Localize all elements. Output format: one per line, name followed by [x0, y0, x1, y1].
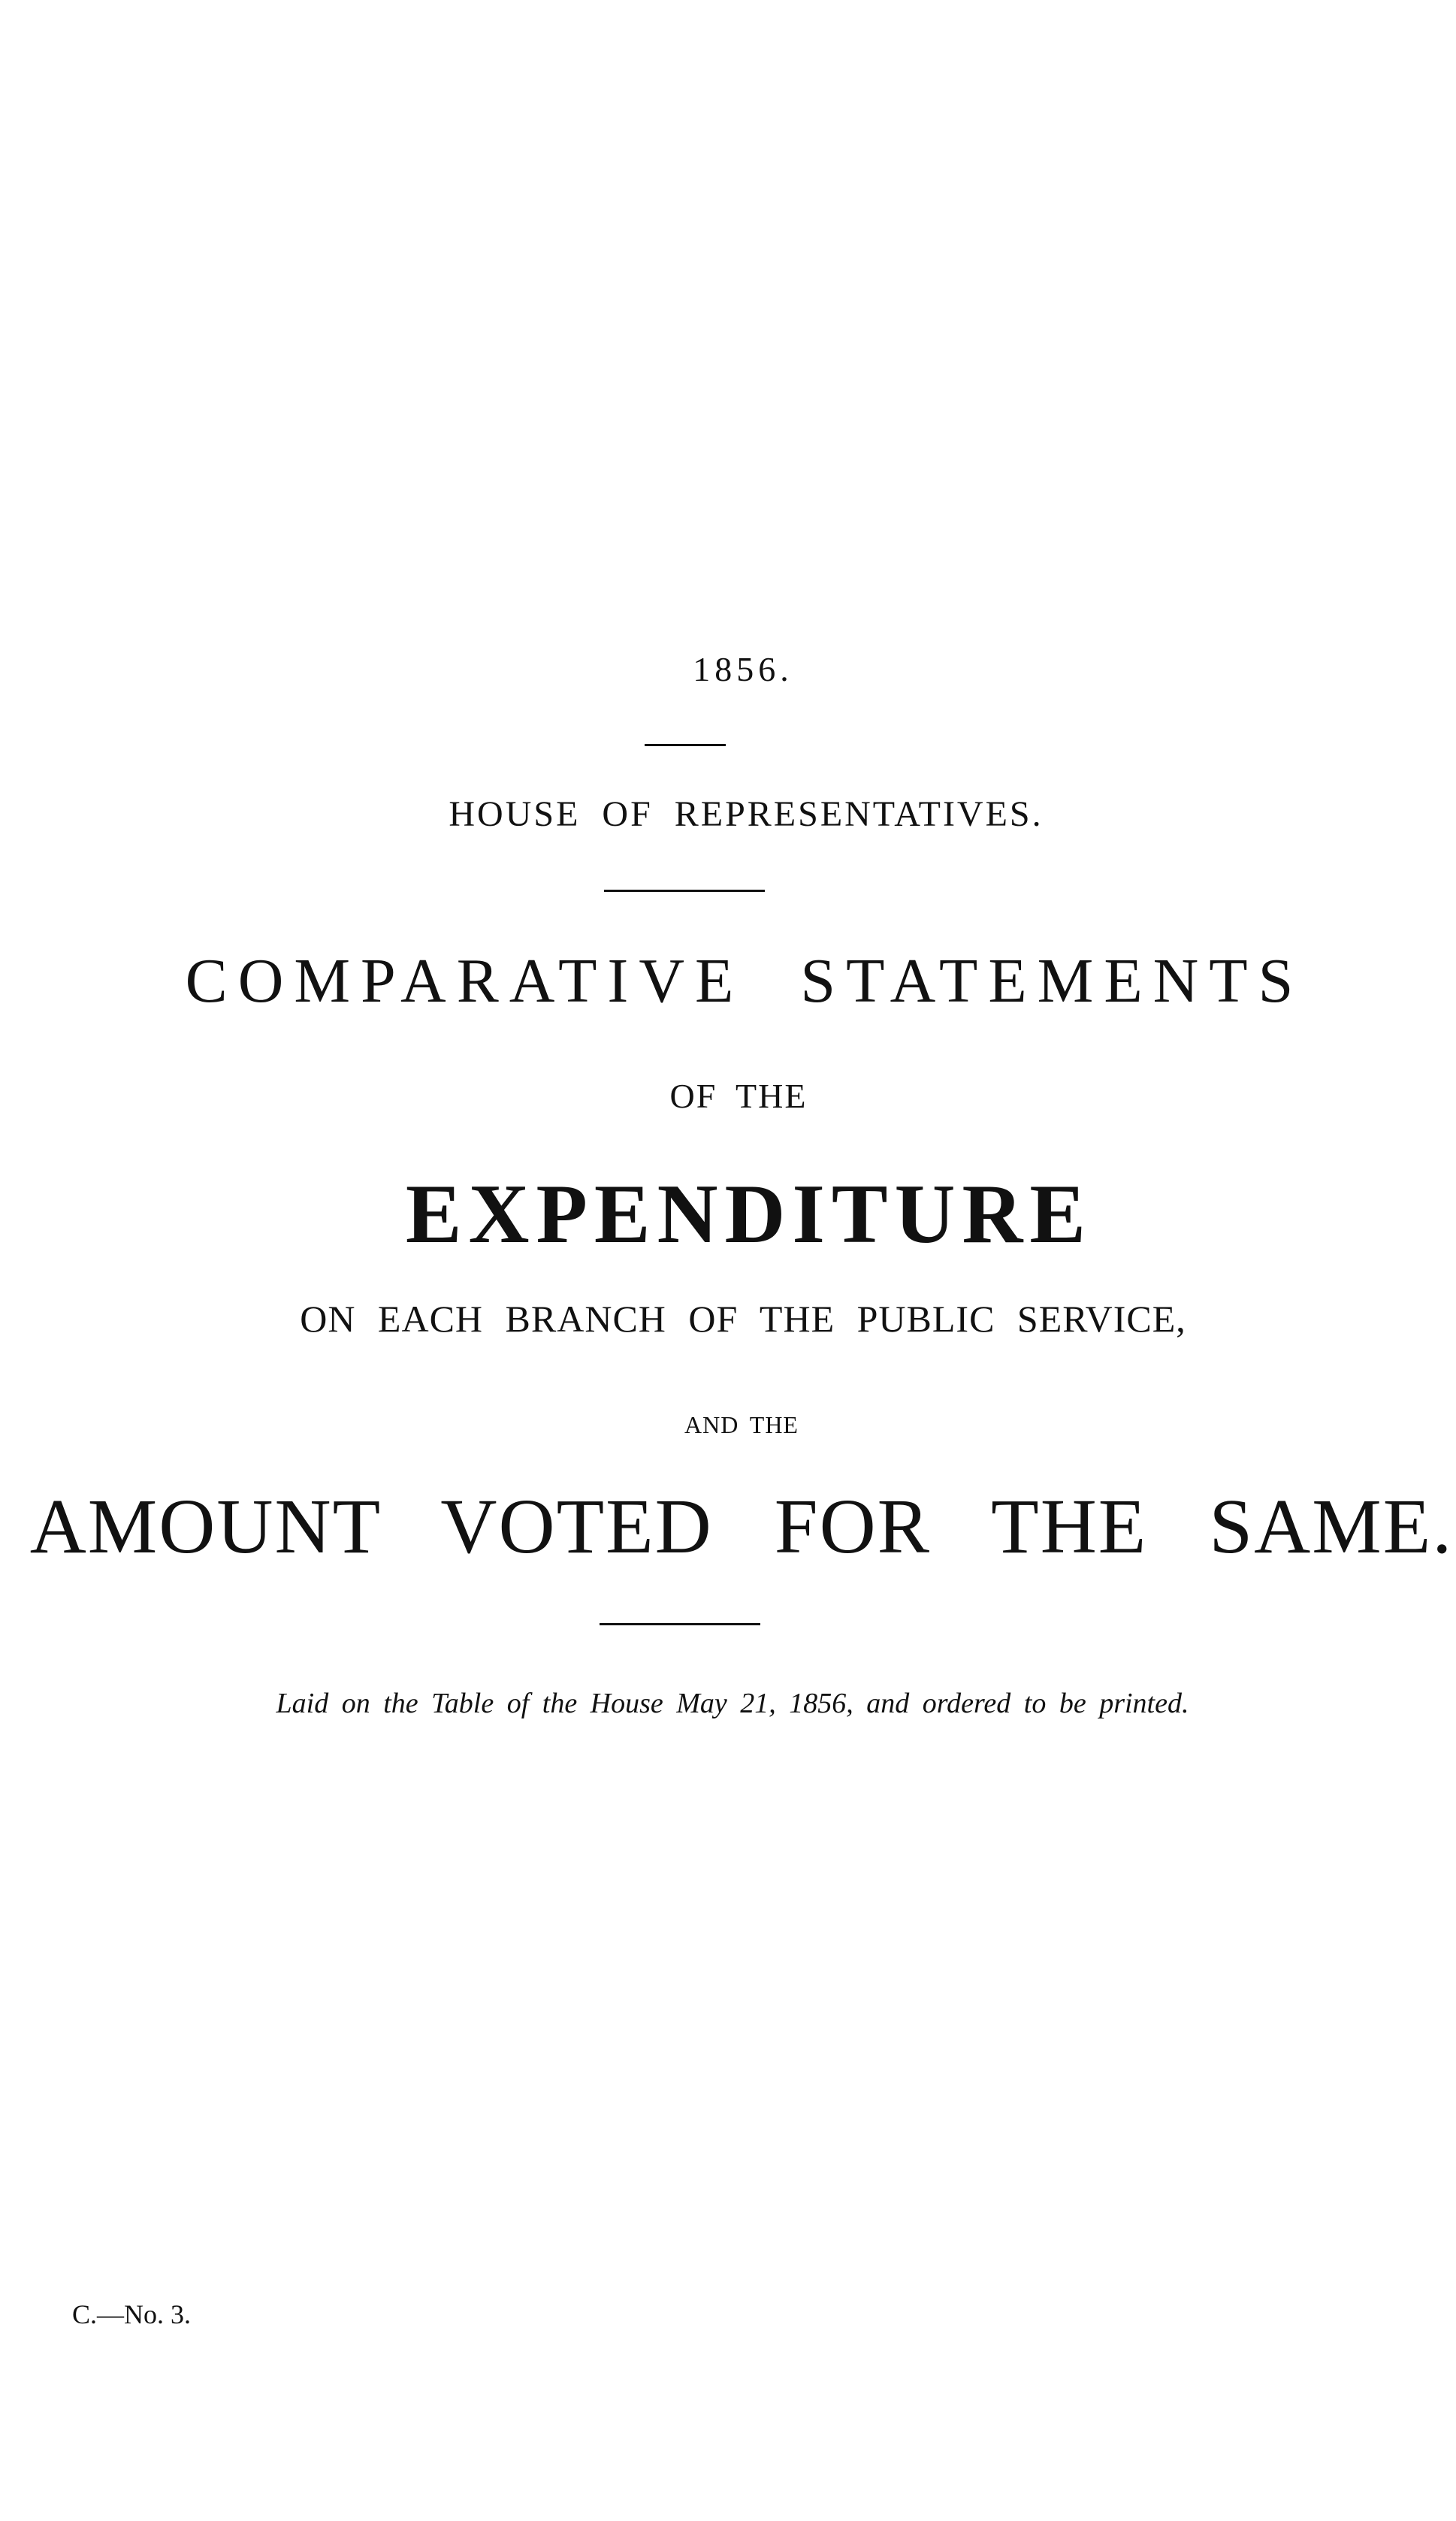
divider-rule — [600, 1623, 760, 1625]
laid-on-table-note: Laid on the Table of the House May 21, 1856, and ordered to be printed. — [276, 1688, 1189, 1719]
divider-rule — [645, 744, 726, 746]
title-of-the: OF THE — [669, 1077, 808, 1115]
divider-rule — [604, 890, 765, 892]
title-public-service: ON EACH BRANCH OF THE PUBLIC SERVICE, — [300, 1298, 1186, 1340]
title-and-the: AND THE — [684, 1411, 799, 1438]
document-year: 1856. — [693, 650, 793, 688]
document-reference-number: C.—No. 3. — [72, 2299, 192, 2329]
house-heading: HOUSE OF REPRESENTATIVES. — [449, 794, 1044, 834]
title-amount-voted: AMOUNT VOTED FOR THE SAME. — [29, 1483, 1454, 1570]
title-expenditure: EXPENDITURE — [405, 1168, 1093, 1261]
title-comparative-statements: COMPARATIVE STATEMENTS — [185, 946, 1304, 1016]
